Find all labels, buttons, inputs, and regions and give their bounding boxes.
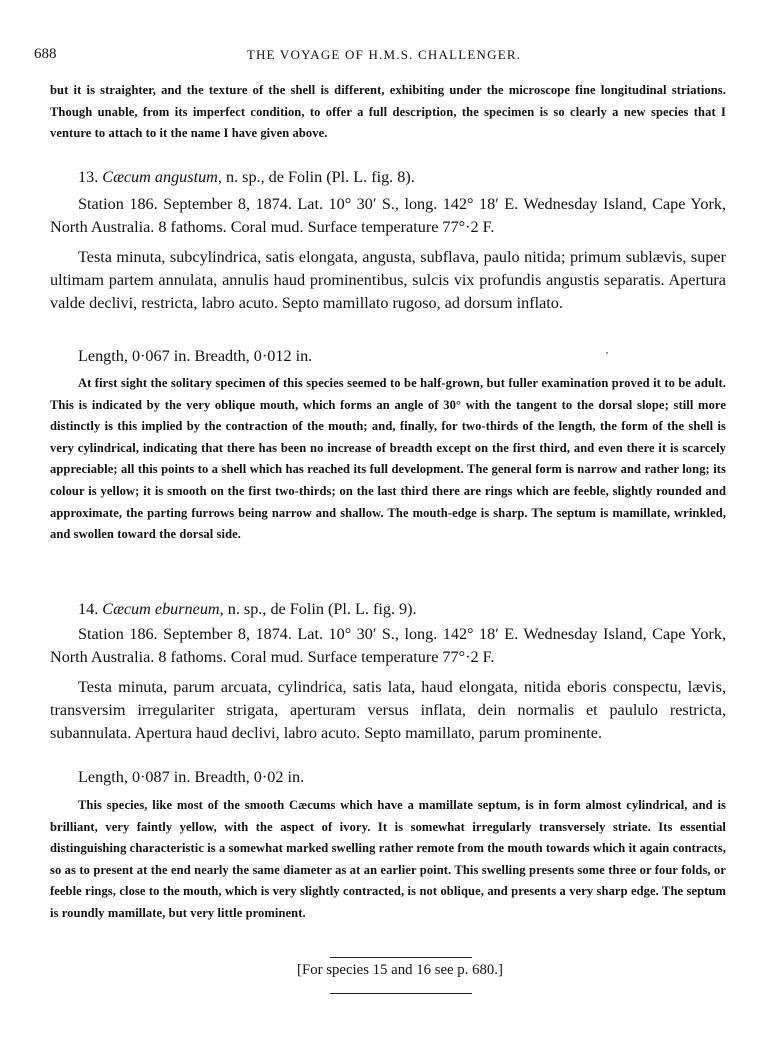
species-13-station: Station 186. September 8, 1874. Lat. 10° 30′ S., long. 142° 18′ E. Wednesday Island, Cape York, North Australia. 8 fathoms. Coral mud. Surface temperature 77°·2 F. [50,195,726,236]
page-header [34,46,734,68]
species-14-measurements: Length, 0·087 in. Breadth, 0·02 in. [78,768,305,786]
species-14-name: Cæcum eburneum, [102,600,224,618]
species-14-station: Station 186. September 8, 1874. Lat. 10° 30′ S., long. 142° 18′ E. Wednesday Island, Cape York, North Australia. 8 fathoms. Coral mud. Surface temperature 77°·2 F. [50,625,726,666]
footer-note: [For species 15 and 16 see p. 680.] [297,962,503,978]
species-14-number: 14. [78,600,99,618]
species-13-heading [78,166,415,188]
species-13-description: At first sight the solitary specimen of this species seemed to be half-grown, but fuller examination proved it to be adult. This is indicated by the very oblique mouth, which forms an angle of 30° with the tangent to the dorsal slope; still more distinctly is this implied by the contraction of the mouth; and, finally, for two-thirds of the length, the form of the shell is very cylindrical, indicating that there has been no increase of breadth except on the first third, and even there it is scarcely appreciable; all this points to a shell which has reached its full development. The general form is narrow and rather long; its colour is yellow; it is smooth on the first two-thirds; on the last third there are rings which are feeble, slightly rounded and approximate, the parting furrows being narrow and shallow. The mouth-edge is sharp. The septum is mamillate, wrinkled, and swollen toward the dorsal side. [50,376,726,542]
print-speck [606,352,608,354]
page-number: 688 [34,46,57,62]
footer-rule-top [330,957,472,958]
species-14-attribution: n. sp., de Folin (Pl. L. fig. 9). [227,600,417,618]
species-14-description: This species, like most of the smooth Cæcums which have a mamillate septum, is in form almost cylindrical, and is brilliant, very faintly yellow, with the aspect of ivory. It is somewhat irregularly transversely striate. Its essential distinguishing characteristic is a somewhat marked swelling rather remote from the mouth towards which it again contracts, so as to present at the end nearly the same diameter as at an earlier point. This swelling presents some three or four folds, or feeble rings, close to the mouth, which is very slightly contracted, is not oblique, and presents a very sharp edge. The septum is roundly mamillate, but very little prominent. [50,798,726,920]
species-13-latin-diagnosis: Testa minuta, subcylindrica, satis elongata, angusta, subflava, paulo nitida; primum sublævis, super ultimam partem annulata, annulis haud prominentibus, sulcis vix profundis angustis separatis. Apertura valde declivi, restricta, labro acuto. Septo mamillato rugoso, ad dorsum inflato. [50,248,726,312]
species-13-measurements: Length, 0·067 in. Breadth, 0·012 in. [78,347,313,365]
species-14-heading [78,598,417,620]
species-13-attribution: n. sp., de Folin (Pl. L. fig. 8). [225,168,415,186]
footer-rule-bottom [330,993,472,994]
species-13-number: 13. [78,168,99,186]
continuation-paragraph: but it is straighter, and the texture of the shell is different, exhibiting under the microscope fine longitudinal striations. Though unable, from its imperfect condition, to offer a full description, the specimen is so clearly a new species that I venture to attach to it the name I have given above. [50,83,726,141]
species-14-latin-diagnosis: Testa minuta, parum arcuata, cylindrica, satis lata, haud elongata, nitida eboris conspectu, lævis, transversim irregulariter strigata, aperturam versus inflata, dein normalis et paululo restricta, subannulata. Apertura haud declivi, labro acuto. Septo mamillato, parum prominente. [50,678,726,742]
running-title: THE VOYAGE OF H.M.S. CHALLENGER. [246,47,522,62]
species-13-name: Cæcum angustum, [102,168,222,186]
